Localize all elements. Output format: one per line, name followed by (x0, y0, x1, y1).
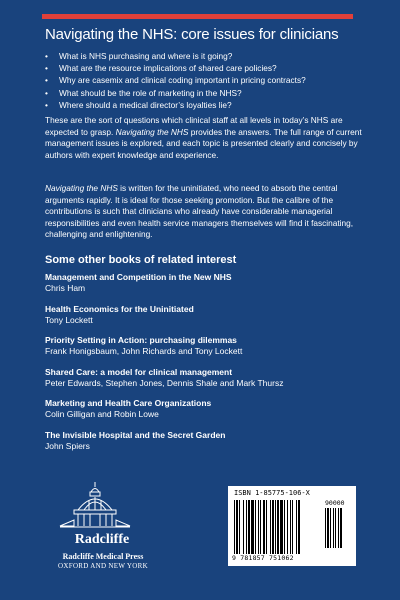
barcode-bar (236, 500, 238, 554)
barcode-bar (263, 500, 265, 554)
related-book (45, 398, 365, 430)
radcliffe-dome-logo-icon (58, 480, 132, 532)
barcode-bar (280, 500, 283, 554)
barcode-bar (327, 508, 329, 548)
question-list (45, 50, 365, 111)
barcode-bar (292, 500, 293, 554)
barcode-bar (234, 500, 235, 554)
barcode-bar (243, 500, 244, 554)
barcode-bar (284, 500, 285, 554)
barcode-bar (296, 500, 297, 554)
publisher-location: OXFORD AND NEW YORK (58, 562, 148, 570)
barcode-bar (287, 500, 288, 554)
barcode-bar (330, 508, 331, 548)
barcode-bar (270, 500, 271, 554)
barcode-bar (246, 500, 247, 554)
barcode-bar (272, 500, 274, 554)
barcode-bar (333, 508, 334, 548)
related-book (45, 367, 365, 399)
bullet-icon: • (45, 51, 48, 61)
bullet-icon: • (45, 99, 48, 110)
barcode-panel (228, 486, 356, 566)
description-paragraph-2: Navigating the NHS is written for the uninitiated, who need to absorb the central arguments rapidly. It is ideal for those seeking promotion. But the calibre of the contributions is such that clinicians who already have considerable managerial responsibilities and even health service managers themselves will find it fascinating, challenging and enlightening. (45, 183, 354, 240)
bullet-icon: • (45, 63, 48, 74)
related-book-author: Tony Lockett (45, 314, 93, 325)
barcode-number: 9 781857 751062 (232, 554, 294, 562)
barcode-bar (335, 508, 336, 548)
barcode-bar (239, 500, 240, 554)
barcode-bar (277, 500, 279, 554)
barcode-bar (275, 500, 276, 554)
barcode-bar (298, 500, 300, 554)
related-book-author: Chris Ham (45, 283, 86, 293)
related-book-author: Peter Edwards, Stephen Jones, Dennis Shale and Mark Thursz (45, 377, 284, 388)
price-code: 90000 (325, 499, 345, 507)
barcode-bar (325, 508, 326, 548)
question-item: • What are the resource implications of shared care policies? (45, 63, 277, 74)
barcode-bar (251, 500, 254, 554)
related-book (45, 430, 365, 462)
related-book (45, 304, 365, 336)
bullet-icon: • (45, 87, 48, 98)
publisher-logo-text: Radcliffe (74, 532, 130, 547)
related-books-heading: Some other books of related interest (45, 254, 237, 266)
barcode-bar (255, 500, 256, 554)
question-item: • What should be the role of marketing in the NHS? (45, 87, 242, 98)
book-title: Navigating the NHS: core issues for clinicians (45, 26, 339, 43)
publisher-name: Radcliffe Medical Press (62, 552, 144, 561)
barcode-bar (266, 500, 267, 554)
isbn-text: ISBN 1-85775-106-X (234, 489, 310, 497)
related-book-title: Marketing and Health Care Organizations (45, 398, 212, 408)
related-book-title: Priority Setting in Action: purchasing dilemmas (45, 335, 237, 345)
question-item: • Where should a medical director’s loyalties lie? (45, 99, 232, 110)
barcode-bar (290, 500, 291, 554)
bullet-icon: • (45, 75, 48, 86)
barcode-bar (260, 500, 261, 554)
related-book-author: Colin Gilligan and Robin Lowe (45, 409, 159, 419)
description-paragraph-1: These are the sort of questions which clinical staff at all levels in today’s NHS are expected to grasp. Navigating the NHS provides the answers. The full range of current management issues is explored, and each topic is presented clearly and concisely by authors with expert knowledge and experience. (45, 115, 362, 160)
related-book-author: John Spiers (45, 440, 90, 451)
barcode-bar (338, 508, 339, 548)
related-book-title: Health Economics for the Uninitiated (45, 303, 194, 314)
barcode-bar (248, 500, 250, 554)
question-item: • Why are casemix and clinical coding important in pricing contracts? (45, 75, 306, 86)
barcode-bar (340, 508, 342, 548)
related-book-title: Management and Competition in the New NHS (45, 272, 232, 282)
question-item: • What is NHS purchasing and where is it going? (45, 51, 233, 61)
related-book-author: Frank Honigsbaum, John Richards and Tony Lockett (45, 346, 243, 356)
related-book (45, 335, 365, 367)
related-book (45, 272, 365, 304)
accent-bar (42, 14, 353, 19)
related-book-title: Shared Care: a model for clinical management (45, 366, 233, 377)
barcode-bar (258, 500, 259, 554)
related-book-title: The Invisible Hospital and the Secret Garden (45, 429, 226, 440)
related-books-list (45, 272, 365, 461)
